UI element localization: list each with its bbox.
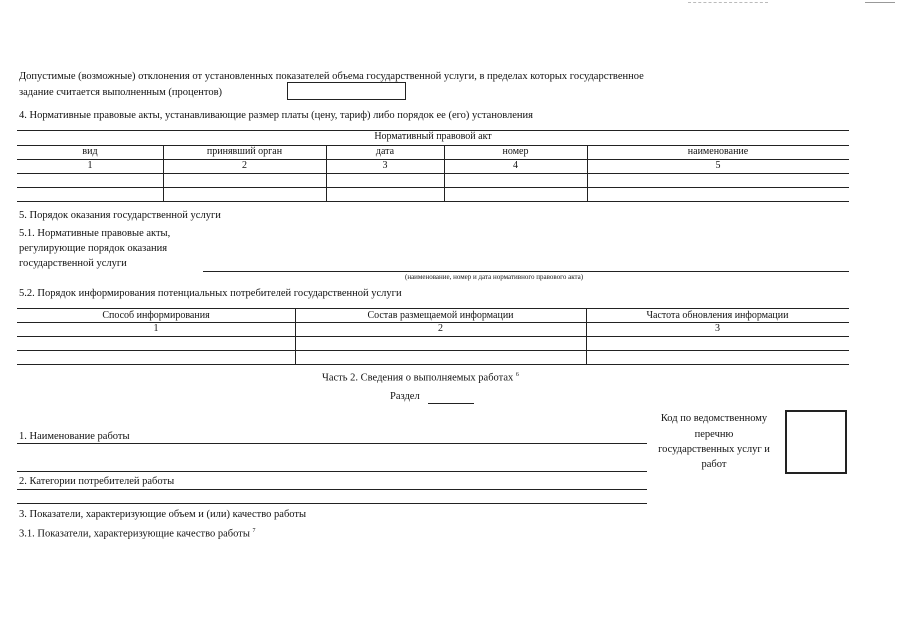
column-header-number: номер xyxy=(502,146,529,157)
table-title: Нормативный правовой акт xyxy=(374,131,492,142)
section5-2-title: 5.2. Порядок информирования потенциальных потребителей государственной услуги xyxy=(19,288,402,299)
section5-1-line2: регулирующие порядок оказания xyxy=(19,243,168,254)
item1-fill-line-2[interactable] xyxy=(17,471,647,472)
deviation-text-line2: задание считается выполненным (процентов) xyxy=(19,87,223,98)
item2-label: 2. Категории потребителей работы xyxy=(19,476,175,487)
column-header-content: Состав размещаемой информации xyxy=(367,310,514,321)
item31-text: 3.1. Показатели, характеризующие качество работы xyxy=(19,528,250,540)
column-number-2: 2 xyxy=(242,160,247,171)
scan-mark-top xyxy=(688,2,768,3)
column-number-1: 1 xyxy=(87,160,93,171)
part2-title xyxy=(322,369,519,385)
info-column-number-2: 2 xyxy=(438,323,443,334)
code-label-line2: перечню xyxy=(694,429,734,440)
section4-title: 4. Нормативные правовые акты, устанавливающие размер платы (цену, тариф) либо порядок ее (его) установления xyxy=(19,110,533,121)
info-column-number-3: 3 xyxy=(715,323,720,334)
column-header-date: дата xyxy=(375,146,395,157)
section-label: Раздел xyxy=(390,391,420,402)
fill-line-caption: (наименование, номер и дата нормативного правового акта) xyxy=(405,273,584,281)
column-header-frequency: Частота обновления информации xyxy=(646,310,789,321)
item1-fill-line[interactable] xyxy=(17,443,647,444)
item3-label: 3. Показатели, характеризующие объем и (или) качество работы xyxy=(19,509,307,520)
part2-title-note: 6 xyxy=(515,372,519,378)
item1-label: 1. Наименование работы xyxy=(19,431,130,442)
item31-note: 7 xyxy=(252,528,256,534)
column-header-type: вид xyxy=(82,146,98,157)
column-header-issuer: принявший орган xyxy=(206,146,283,157)
info-column-number-1: 1 xyxy=(153,323,159,334)
part2-title-text: Часть 2. Сведения о выполняемых работах xyxy=(322,372,514,384)
deviation-percent-field[interactable] xyxy=(287,82,406,100)
column-number-3: 3 xyxy=(382,160,388,171)
normative-acts-fill-line[interactable] xyxy=(203,271,849,272)
deviation-text-line1: Допустимые (возможные) отклонения от установленных показателей объема государственной услуги, в пределах которых государственное xyxy=(19,71,644,82)
column-header-name: наименование xyxy=(687,146,749,157)
section5-1-line3: государственной услуги xyxy=(19,258,127,269)
item2-fill-line[interactable] xyxy=(17,489,647,490)
column-number-5: 5 xyxy=(715,160,721,171)
item2-fill-line-2[interactable] xyxy=(17,503,647,504)
section5-title: 5. Порядок оказания государственной услуги xyxy=(19,210,221,221)
column-number-4: 4 xyxy=(513,160,518,171)
column-header-method: Способ информирования xyxy=(102,310,210,321)
code-field[interactable] xyxy=(785,410,847,474)
code-label-line1: Код по ведомственному xyxy=(660,413,768,424)
item31-label xyxy=(19,525,256,541)
section5-1-line1: 5.1. Нормативные правовые акты, xyxy=(19,228,171,239)
code-label-line3: государственных услуг и xyxy=(658,444,770,455)
code-label-line4: работ xyxy=(701,459,727,470)
scan-mark-top-right xyxy=(865,2,895,3)
section-number-field[interactable] xyxy=(428,403,474,404)
